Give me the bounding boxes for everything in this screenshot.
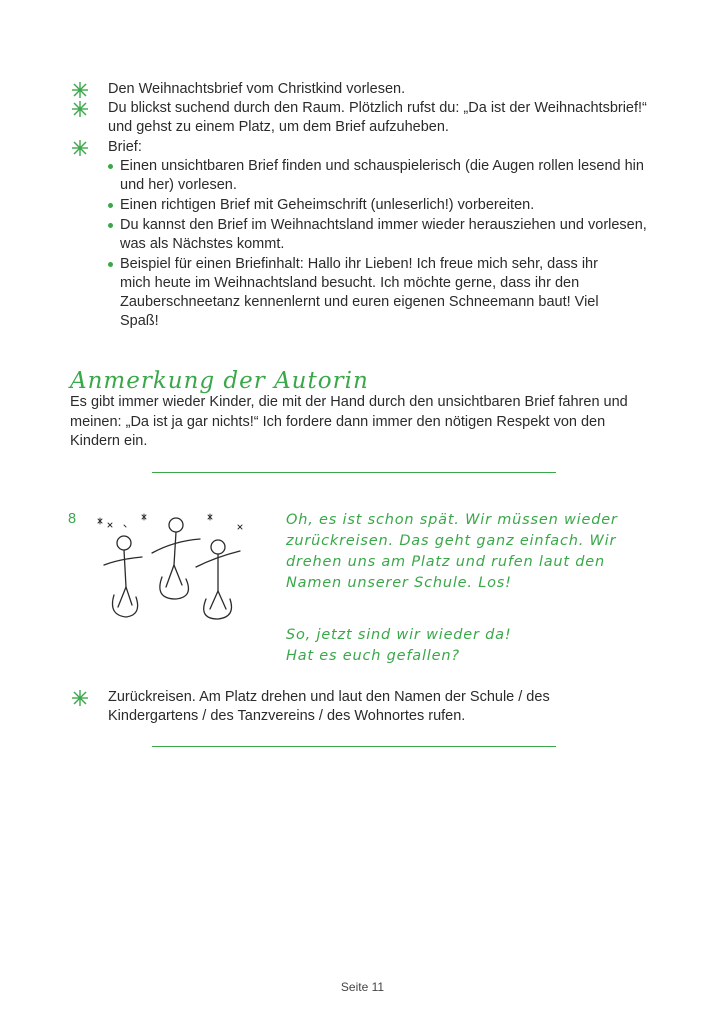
sub-item-text: Einen richtigen Brief mit Geheimschrift (unleserlich!) vorbereiten.	[120, 197, 535, 213]
item-text: Den Weihnachtsbrief vom Christkind vorlesen.	[108, 81, 406, 97]
bullet-dot-icon	[108, 223, 113, 228]
spinning-children-illustration	[90, 505, 260, 625]
divider	[152, 472, 556, 473]
asterisk-icon	[70, 100, 90, 118]
item-text: Du blickst suchend durch den Raum. Plötzlich rufst du: „Da ist der Weihnachtsbrief!“ und gehst zu einem Platz, um dem Brief aufzuheben.	[108, 100, 647, 135]
sub-item-text: Beispiel für einen Briefinhalt: Hallo ihr Lieben! Ich freue mich sehr, dass ihr mich heute im Weihnachtsland besucht. Ich möchte gerne, dass ihr den Zauberschneetanz kennenlernt und euren eigenen Schneemann baut! Viel Spaß!	[120, 256, 599, 329]
note-heading: Anmerkung der Autorin	[70, 368, 369, 394]
speech-text: Oh, es ist schon spät. Wir müssen wieder zurückreisen. Das geht ganz einfach. Wir drehen uns am Platz und rufen laut den Namen unserer Schule. Los!	[286, 512, 618, 591]
divider	[152, 746, 556, 747]
item-text: Zurückreisen. Am Platz drehen und laut den Namen der Schule / des Kindergartens / des Tanzvereins / des Wohnortes rufen.	[108, 689, 550, 724]
sub-item-text: Einen unsichtbaren Brief finden und schauspielerisch (die Augen rollen lesend hin und her) vorlesen.	[120, 158, 644, 193]
bullet-dot-icon	[108, 203, 113, 208]
page-number: Seite 11	[340, 980, 385, 994]
bullet-dot-icon	[108, 164, 113, 169]
note-text: Es gibt immer wieder Kinder, die mit der Hand durch den unsichtbaren Brief fahren und meinen: „Da ist ja gar nichts!“ Ich fordere dann immer den nötigen Respekt von den Kindern ein.	[70, 394, 628, 449]
asterisk-icon	[70, 139, 90, 157]
bullet-dot-icon	[108, 262, 113, 267]
speech-text-closing: So, jetzt sind wir wieder da! Hat es euch gefallen?	[286, 627, 512, 664]
sub-item-text: Du kannst den Brief im Weihnachtsland immer wieder herausziehen und vorlesen, was als Nächstes kommt.	[120, 217, 647, 252]
item-text: Brief:	[108, 139, 142, 155]
asterisk-icon	[70, 81, 90, 99]
step-number: 8	[68, 511, 77, 527]
asterisk-icon	[70, 689, 90, 707]
